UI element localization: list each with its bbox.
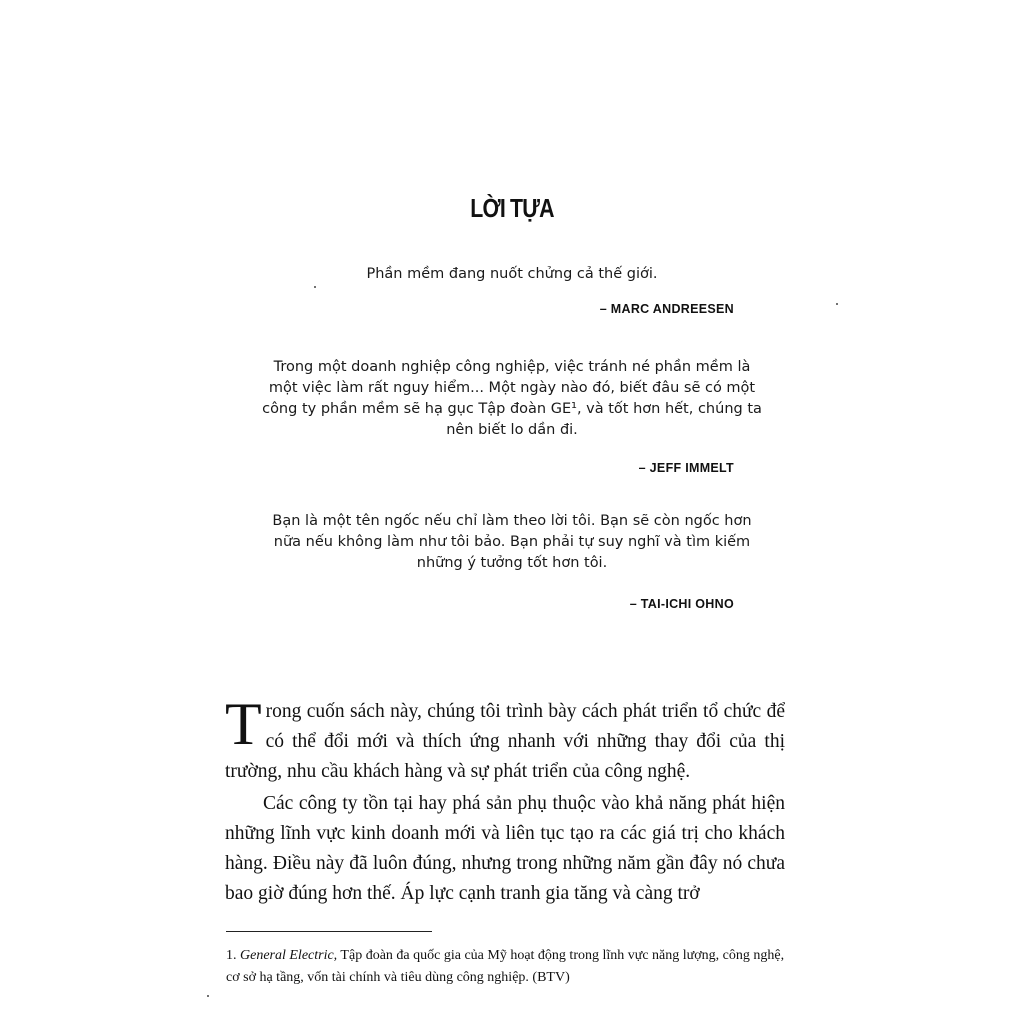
- epigraph-author-3: – TAI-ICHI OHNO: [629, 597, 734, 611]
- scan-speck: [207, 995, 209, 997]
- footnote: [226, 945, 786, 989]
- epigraph-author-1: – MARC ANDREESEN: [599, 302, 734, 316]
- scan-speck: [314, 286, 316, 288]
- footnote-divider: [226, 931, 432, 932]
- page-title: LỜI TỰA: [470, 193, 554, 223]
- body-paragraph-1-text: rong cuốn sách này, chúng tôi trình bày cách phát triển tổ chức để có thể đổi mới và thích ứng nhanh với những thay đổi của thị trường, nhu cầu khách hàng và sự phát triển của công nghệ.: [225, 701, 785, 782]
- footnote-number: 1.: [226, 948, 237, 963]
- scan-speck: [836, 303, 838, 305]
- body-paragraph-2: Các công ty tồn tại hay phá sản phụ thuộc vào khả năng phát hiện những lĩnh vực kinh doanh mới và liên tục tạo ra các giá trị cho khách hàng. Điều này đã luôn đúng, nhưng trong những năm gần đây nó chưa bao giờ đúng hơn thế. Áp lực cạnh tranh gia tăng và càng trở: [225, 793, 785, 904]
- body-paragraph-1: [225, 691, 785, 787]
- epigraph-quote-2: Trong một doanh nghiệp công nghiệp, việc tránh né phần mềm là một việc làm rất nguy hiểm... Một ngày nào đó, biết đâu sẽ có một công ty phần mềm sẽ hạ gục Tập đoàn GE¹, và tốt hơn hết, chúng ta nên biết lo dần đi.: [262, 359, 762, 438]
- epigraph-quote-3: Bạn là một tên ngốc nếu chỉ làm theo lời tôi. Bạn sẽ còn ngốc hơn nữa nếu không làm như tôi bảo. Bạn phải tự suy nghĩ và tìm kiếm những ý tưởng tốt hơn tôi.: [272, 513, 752, 571]
- footnote-term: General Electric,: [240, 948, 338, 963]
- epigraph-quote-1: Phần mềm đang nuốt chửng cả thế giới.: [366, 266, 658, 282]
- drop-cap: T: [225, 691, 262, 757]
- epigraph-author-2: – JEFF IMMELT: [638, 461, 734, 475]
- footnote-text: Tập đoàn đa quốc gia của Mỹ hoạt động trong lĩnh vực năng lượng, công nghệ, cơ sở hạ tầng, vốn tài chính và tiêu dùng công nghiệp. (BTV): [226, 948, 785, 985]
